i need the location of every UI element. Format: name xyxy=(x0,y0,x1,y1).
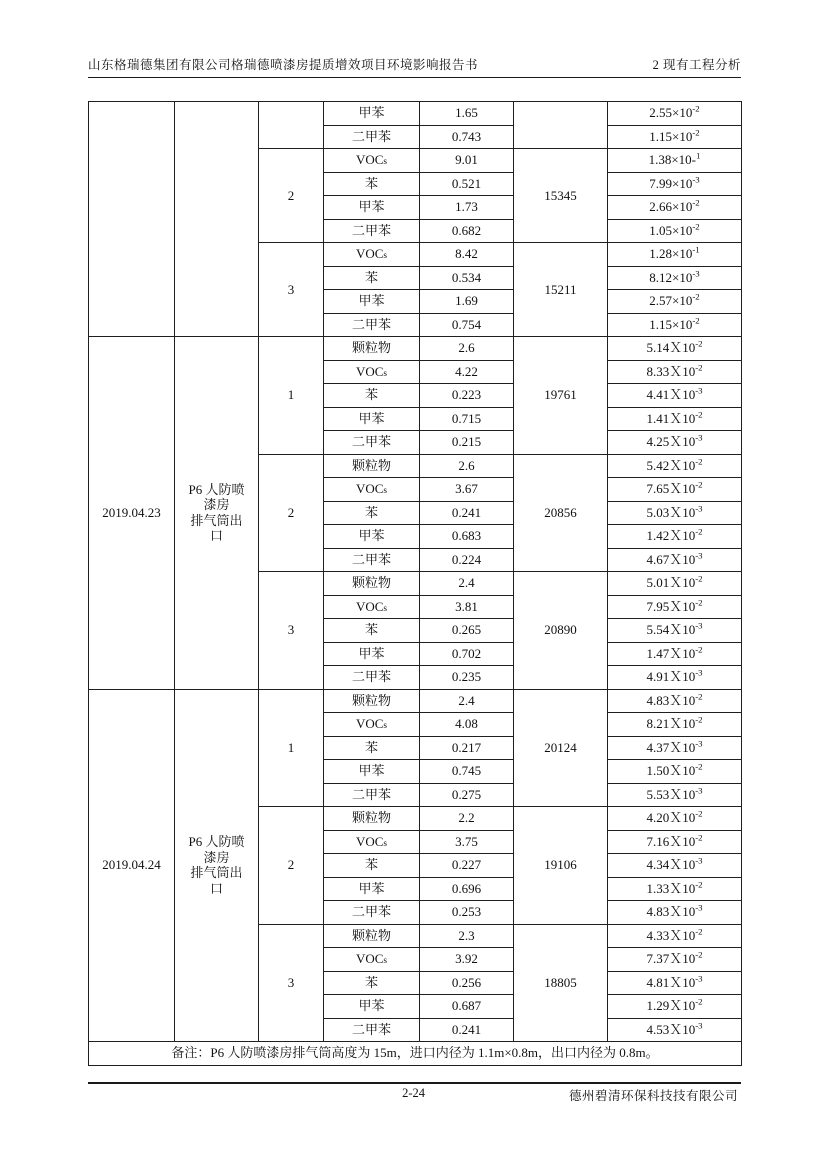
emission-rate-cell: $5.14X10^{-2}$ xyxy=(608,337,742,361)
pollutant-cell: 二甲苯 xyxy=(324,219,420,243)
emission-rate-cell: $2.66\times 10^{-2}$ xyxy=(608,196,742,220)
pollutant-cell: 甲苯 xyxy=(324,760,420,784)
pollutant-cell: 二甲苯 xyxy=(324,431,420,455)
concentration-cell: 0.217 xyxy=(420,736,514,760)
emission-rate-cell: $4.20X10^{-2}$ xyxy=(608,807,742,831)
pollutant-cell: 颗粒物 xyxy=(324,807,420,831)
pollutant-cell: 甲苯 xyxy=(324,525,420,549)
concentration-cell: 0.534 xyxy=(420,266,514,290)
monitoring-data-table xyxy=(88,101,742,1066)
concentration-cell: 0.223 xyxy=(420,384,514,408)
concentration-cell: 3.81 xyxy=(420,595,514,619)
pollutant-cell: VOCs xyxy=(324,948,420,972)
concentration-cell: 0.241 xyxy=(420,501,514,525)
flow-cell: 20124 xyxy=(514,689,608,807)
flow-cell: 19761 xyxy=(514,337,608,455)
flow-cell: 19106 xyxy=(514,807,608,925)
emission-rate-cell: $2.55\times 10^{-2}$ xyxy=(608,102,742,126)
emission-rate-cell: $7.37X10^{-2}$ xyxy=(608,948,742,972)
pollutant-cell: VOCs xyxy=(324,360,420,384)
concentration-cell: 2.3 xyxy=(420,924,514,948)
pollutant-cell: 苯 xyxy=(324,384,420,408)
emission-rate-cell: $4.83X10^{-2}$ xyxy=(608,689,742,713)
concentration-cell: 1.73 xyxy=(420,196,514,220)
sample-no-cell: 1 xyxy=(259,337,324,455)
pollutant-cell: 颗粒物 xyxy=(324,454,420,478)
concentration-cell: 2.2 xyxy=(420,807,514,831)
location-cell xyxy=(175,102,259,337)
emission-rate-cell: $4.41X10^{-3}$ xyxy=(608,384,742,408)
concentration-cell: 0.227 xyxy=(420,854,514,878)
emission-rate-cell: $1.42X10^{-2}$ xyxy=(608,525,742,549)
flow-cell xyxy=(514,102,608,149)
emission-rate-cell: $1.15\times 10^{-2}$ xyxy=(608,125,742,149)
pollutant-cell: 甲苯 xyxy=(324,995,420,1019)
pollutant-cell: VOCs xyxy=(324,149,420,173)
header-chapter-title: 2 现有工程分析 xyxy=(652,58,741,72)
concentration-cell: 2.4 xyxy=(420,689,514,713)
emission-rate-cell: $4.83X10^{-3}$ xyxy=(608,901,742,925)
table-row xyxy=(89,337,742,361)
page-footer xyxy=(88,1086,741,1106)
emission-rate-cell: $4.25X10^{-3}$ xyxy=(608,431,742,455)
pollutant-cell: 二甲苯 xyxy=(324,783,420,807)
emission-rate-cell: $4.67X10^{-3}$ xyxy=(608,548,742,572)
emission-rate-cell: $1.33X10^{-2}$ xyxy=(608,877,742,901)
pollutant-cell: 颗粒物 xyxy=(324,689,420,713)
pollutant-cell: 苯 xyxy=(324,172,420,196)
concentration-cell: 0.275 xyxy=(420,783,514,807)
concentration-cell: 0.715 xyxy=(420,407,514,431)
emission-rate-cell: $7.99\times 10^{-3}$ xyxy=(608,172,742,196)
emission-rate-cell: $8.21X10^{-2}$ xyxy=(608,713,742,737)
pollutant-cell: 二甲苯 xyxy=(324,125,420,149)
concentration-cell: 2.6 xyxy=(420,454,514,478)
emission-rate-cell: $4.37X10^{-3}$ xyxy=(608,736,742,760)
concentration-cell: 0.253 xyxy=(420,901,514,925)
pollutant-cell: 苯 xyxy=(324,971,420,995)
table-row xyxy=(89,689,742,713)
emission-rate-cell: $1.29X10^{-2}$ xyxy=(608,995,742,1019)
pollutant-cell: VOCs xyxy=(324,243,420,267)
pollutant-cell: 甲苯 xyxy=(324,102,420,126)
date-cell xyxy=(89,102,175,337)
pollutant-cell: 苯 xyxy=(324,266,420,290)
pollutant-cell: 苯 xyxy=(324,736,420,760)
concentration-cell: 0.235 xyxy=(420,666,514,690)
concentration-cell: 0.687 xyxy=(420,995,514,1019)
emission-rate-cell: $2.57\times 10^{-2}$ xyxy=(608,290,742,314)
header-rule xyxy=(88,77,741,78)
pollutant-cell: 颗粒物 xyxy=(324,337,420,361)
concentration-cell: 4.08 xyxy=(420,713,514,737)
concentration-cell: 0.521 xyxy=(420,172,514,196)
sample-no-cell: 3 xyxy=(259,572,324,690)
location-cell: P6 人防喷 漆房 排气筒出 口 xyxy=(175,337,259,690)
pollutant-cell: VOCs xyxy=(324,713,420,737)
concentration-cell: 2.4 xyxy=(420,572,514,596)
concentration-cell: 0.241 xyxy=(420,1018,514,1042)
emission-rate-cell: $5.54X10^{-3}$ xyxy=(608,619,742,643)
emission-rate-cell: $5.03X10^{-3}$ xyxy=(608,501,742,525)
date-cell: 2019.04.23 xyxy=(89,337,175,690)
concentration-cell: 0.743 xyxy=(420,125,514,149)
emission-rate-cell: $1.41X10^{-2}$ xyxy=(608,407,742,431)
pollutant-cell: 甲苯 xyxy=(324,642,420,666)
sample-no-cell: 2 xyxy=(259,149,324,243)
table-row xyxy=(89,102,742,126)
concentration-cell: 0.696 xyxy=(420,877,514,901)
flow-cell: 20856 xyxy=(514,454,608,572)
concentration-cell: 0.754 xyxy=(420,313,514,337)
emission-rate-cell: 1.38×10-$^1$ xyxy=(608,149,742,173)
pollutant-cell: 颗粒物 xyxy=(324,572,420,596)
pollutant-cell: 甲苯 xyxy=(324,407,420,431)
pollutant-cell: 甲苯 xyxy=(324,877,420,901)
sample-no-cell xyxy=(259,102,324,149)
pollutant-cell: 甲苯 xyxy=(324,196,420,220)
flow-cell: 20890 xyxy=(514,572,608,690)
emission-rate-cell: $4.34X10^{-3}$ xyxy=(608,854,742,878)
page-header xyxy=(88,55,741,73)
emission-rate-cell: $4.81X10^{-3}$ xyxy=(608,971,742,995)
pollutant-cell: 二甲苯 xyxy=(324,548,420,572)
sample-no-cell: 2 xyxy=(259,454,324,572)
flow-cell: 15211 xyxy=(514,243,608,337)
emission-rate-cell: $8.12\times 10^{-3}$ xyxy=(608,266,742,290)
sample-no-cell: 2 xyxy=(259,807,324,925)
emission-rate-cell: $5.53X10^{-3}$ xyxy=(608,783,742,807)
footer-rule xyxy=(88,1082,741,1084)
concentration-cell: 0.224 xyxy=(420,548,514,572)
pollutant-cell: VOCs xyxy=(324,830,420,854)
date-cell: 2019.04.24 xyxy=(89,689,175,1042)
concentration-cell: 1.65 xyxy=(420,102,514,126)
concentration-cell: 0.745 xyxy=(420,760,514,784)
concentration-cell: 3.67 xyxy=(420,478,514,502)
emission-rate-cell: $5.01X10^{-2}$ xyxy=(608,572,742,596)
header-report-title: 山东格瑞德集团有限公司格瑞德喷漆房提质增效项目环境影响报告书 xyxy=(88,58,479,72)
concentration-cell: 0.683 xyxy=(420,525,514,549)
pollutant-cell: 颗粒物 xyxy=(324,924,420,948)
emission-rate-cell: $4.91X10^{-3}$ xyxy=(608,666,742,690)
pollutant-cell: 二甲苯 xyxy=(324,1018,420,1042)
sample-no-cell: 1 xyxy=(259,689,324,807)
concentration-cell: 2.6 xyxy=(420,337,514,361)
emission-rate-cell: $8.33X10^{-2}$ xyxy=(608,360,742,384)
emission-rate-cell: $1.15\times 10^{-2}$ xyxy=(608,313,742,337)
emission-rate-cell: $1.47X10^{-2}$ xyxy=(608,642,742,666)
concentration-cell: 0.682 xyxy=(420,219,514,243)
emission-rate-cell: $4.53X10^{-3}$ xyxy=(608,1018,742,1042)
pollutant-cell: VOCs xyxy=(324,478,420,502)
concentration-cell: 0.256 xyxy=(420,971,514,995)
emission-rate-cell: $7.16X10^{-2}$ xyxy=(608,830,742,854)
concentration-cell: 0.265 xyxy=(420,619,514,643)
sample-no-cell: 3 xyxy=(259,243,324,337)
emission-rate-cell: $5.42X10^{-2}$ xyxy=(608,454,742,478)
pollutant-cell: 苯 xyxy=(324,501,420,525)
concentration-cell: 0.702 xyxy=(420,642,514,666)
emission-rate-cell: $4.33X10^{-2}$ xyxy=(608,924,742,948)
page-number: 2-24 xyxy=(402,1086,426,1100)
emission-rate-cell: $1.28\times 10^{-1}$ xyxy=(608,243,742,267)
emission-rate-cell: $7.65X10^{-2}$ xyxy=(608,478,742,502)
pollutant-cell: 二甲苯 xyxy=(324,313,420,337)
pollutant-cell: 二甲苯 xyxy=(324,666,420,690)
concentration-cell: 1.69 xyxy=(420,290,514,314)
sample-no-cell: 3 xyxy=(259,924,324,1042)
flow-cell: 18805 xyxy=(514,924,608,1042)
concentration-cell: 3.75 xyxy=(420,830,514,854)
concentration-cell: 9.01 xyxy=(420,149,514,173)
pollutant-cell: 二甲苯 xyxy=(324,901,420,925)
emission-rate-cell: $1.50X10^{-2}$ xyxy=(608,760,742,784)
concentration-cell: 4.22 xyxy=(420,360,514,384)
footer-company-name: 德州碧清环保科技技有限公司 xyxy=(568,1089,738,1103)
concentration-cell: 8.42 xyxy=(420,243,514,267)
concentration-cell: 0.215 xyxy=(420,431,514,455)
concentration-cell: 3.92 xyxy=(420,948,514,972)
pollutant-cell: VOCs xyxy=(324,595,420,619)
note-cell: 备注：P6 人防喷漆房排气筒高度为 15m，进口内径为 1.1m×0.8m，出口内径为 0.8m。 xyxy=(89,1042,742,1066)
table-note-row xyxy=(89,1042,742,1066)
pollutant-cell: 甲苯 xyxy=(324,290,420,314)
emission-rate-cell: $7.95X10^{-2}$ xyxy=(608,595,742,619)
location-cell: P6 人防喷 漆房 排气筒出 口 xyxy=(175,689,259,1042)
emission-rate-cell: $1.05\times 10^{-2}$ xyxy=(608,219,742,243)
monitoring-table-body xyxy=(89,102,742,1066)
pollutant-cell: 苯 xyxy=(324,854,420,878)
flow-cell: 15345 xyxy=(514,149,608,243)
pollutant-cell: 苯 xyxy=(324,619,420,643)
